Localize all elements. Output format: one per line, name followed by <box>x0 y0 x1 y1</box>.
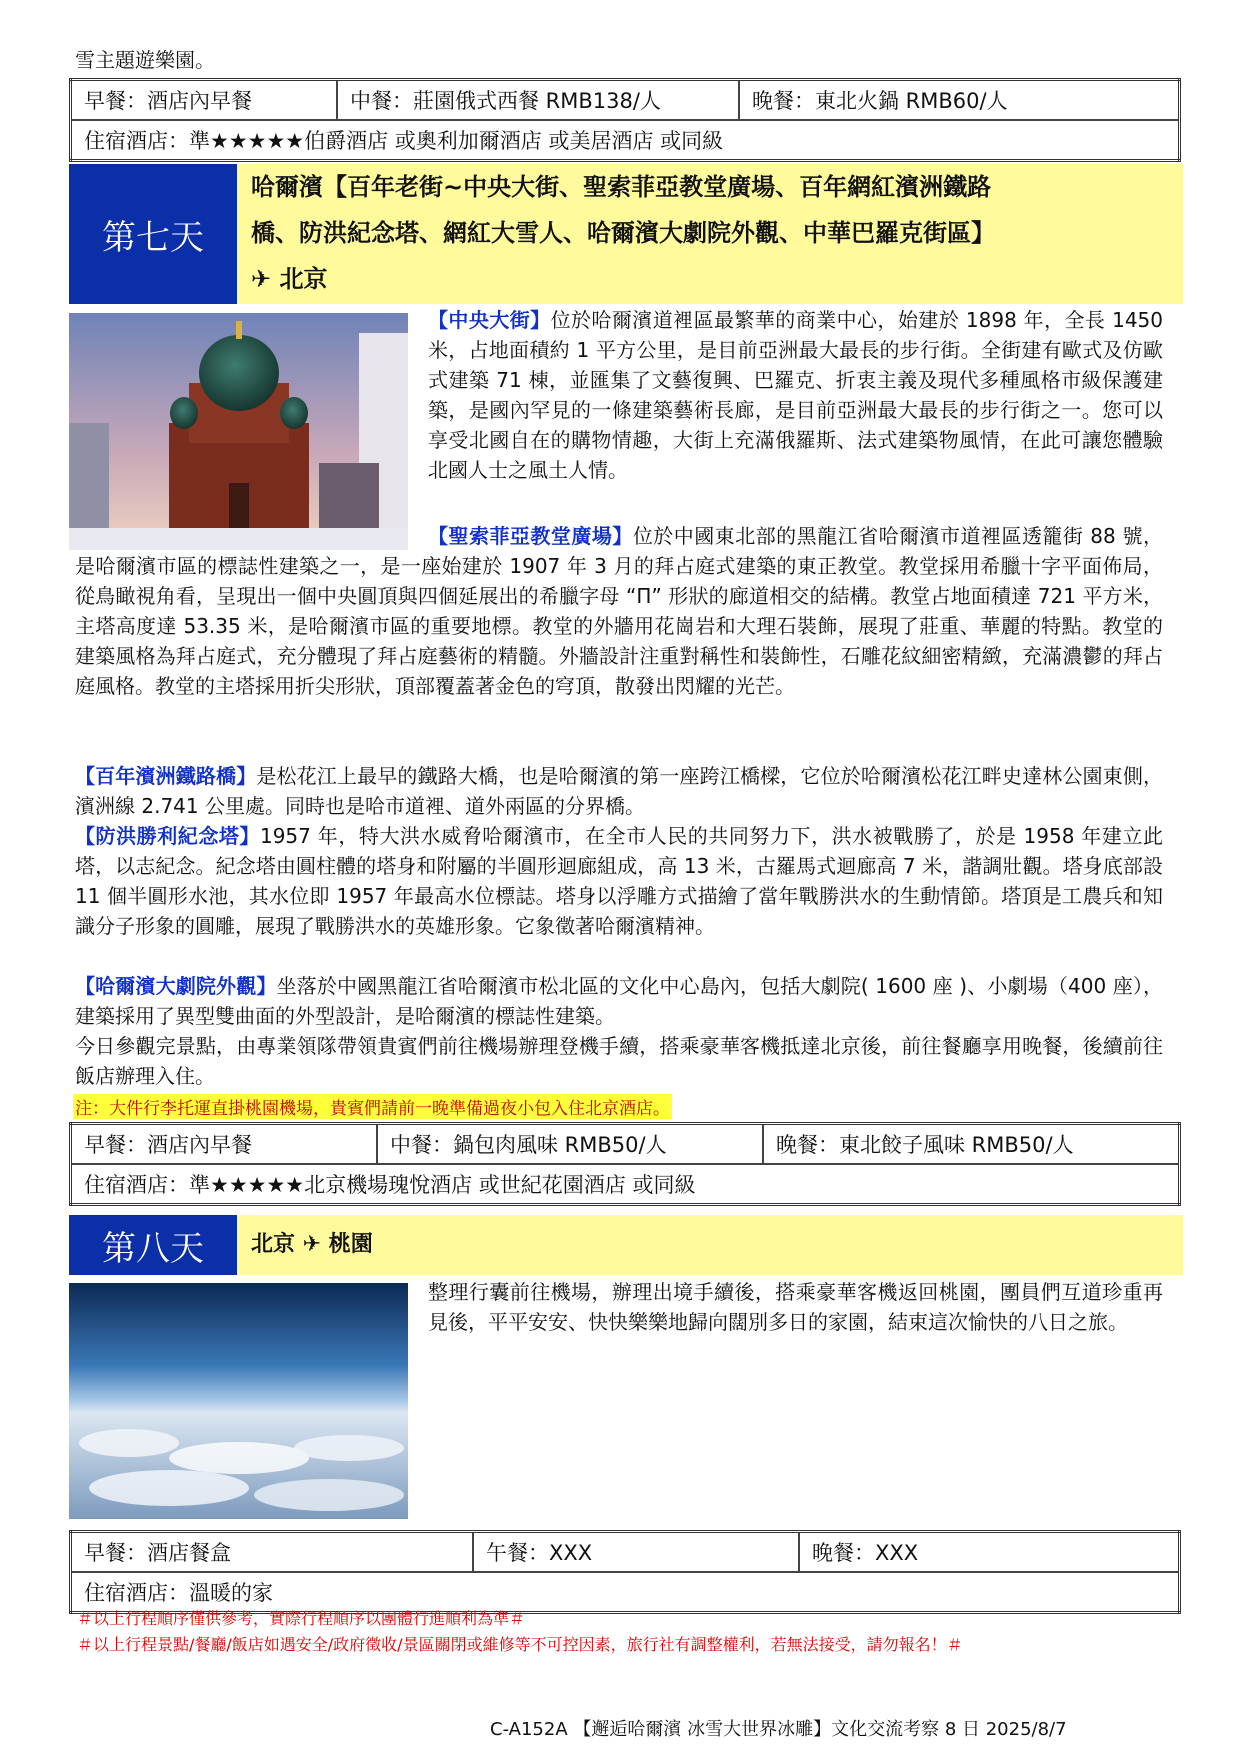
day8-meals-table <box>69 1530 1181 1614</box>
breakfast-cell: 早餐：酒店餐盒 <box>71 1532 474 1573</box>
day7-label: 第七天 <box>69 164 237 304</box>
luggage-note: 注：大件行李托運直掛桃園機場，貴賓們請前一晚準備過夜小包入住北京酒店。 <box>73 1094 672 1119</box>
grand-theatre-text: 坐落於中國黑龍江省哈爾濱市松北區的文化中心島內，包括大劇院( 1600 座 )、小劇場（400 座），建築採用了異型雙曲面的外型設計，是哈爾濱的標誌性建築。 <box>75 974 1164 1028</box>
day7-title <box>237 164 1183 304</box>
dinner-cell: 晚餐：XXX <box>799 1532 1180 1573</box>
railway-bridge-title: 【百年濱洲鐵路橋】 <box>75 764 257 788</box>
remark-2: ＃以上行程景點/餐廳/飯店如遇安全/政府徵收/景區關閉或維修等不可控因素，旅行社有調整權利，若無法接受，請勿報名！＃ <box>77 1635 963 1654</box>
para-central-street <box>428 305 1163 485</box>
breakfast-cell: 早餐：酒店內早餐 <box>71 1124 378 1165</box>
para-day8: 整理行囊前往機場，辦理出境手續後，搭乘豪華客機返回桃園，團員們互道珍重再見後，平平安安、快快樂樂地歸向闊別多日的家園，結束這次愉快的八日之旅。 <box>428 1280 1163 1334</box>
day7-title-line2: 橋、防洪紀念塔、網紅大雪人、哈爾濱大劇院外觀、中華巴羅克街區】 <box>251 219 995 247</box>
day8-label: 第八天 <box>69 1215 237 1275</box>
day7-meals-table <box>69 1122 1181 1206</box>
dinner-cell: 晚餐：東北餃子風味 RMB50/人 <box>763 1124 1180 1165</box>
lunch-cell: 午餐：XXX <box>473 1532 799 1573</box>
para-day7-summary: 今日參觀完景點，由專業領隊帶領貴賓們前往機場辦理登機手續，搭乘豪華客機抵達北京後，前往餐廳享用晚餐，後續前往飯店辦理入住。 <box>75 1034 1163 1088</box>
page-footer: C-A152A 【邂逅哈爾濱 冰雪大世界冰雕】文化交流考察 8 日 2025/8/7 <box>490 1719 1067 1740</box>
central-street-title: 【中央大街】 <box>428 308 551 332</box>
para-flood-tower <box>75 821 1163 941</box>
day6-meals-table <box>69 78 1181 162</box>
flood-tower-text: 1957 年，特大洪水威脅哈爾濱市，在全市人民的共同努力下，洪水被戰勝了，於是 1958 年建立此塔，以志紀念。紀念塔由圓柱體的塔身和附屬的半圓形迴廊組成，高 13 米，古羅馬式迴廊高 7 米，諧調壯觀。塔身底部設 11 個半圓形水池，其水位即 1957 年最高水位標誌。塔身以浮雕方式描繪了當年戰勝洪水的生動情節。塔頂是工農兵和知識分子形象的圓雕，展現了戰勝洪水的英雄形象。它象徵著哈爾濱精神。 <box>75 824 1163 938</box>
dinner-cell: 晚餐：東北火鍋 RMB60/人 <box>739 80 1180 121</box>
st-sophia-title: 【聖索菲亞教堂廣場】 <box>428 524 633 548</box>
st-sophia-cathedral-photo <box>69 313 408 550</box>
day8-title: 北京 ✈ 桃園 <box>237 1215 1183 1275</box>
railway-bridge-text: 是松花江上最早的鐵路大橋，也是哈爾濱的第一座跨江橋樑，它位於哈爾濱松花江畔史達林公園東側，濱洲線 2.741 公里處。同時也是哈市道裡、道外兩區的分界橋。 <box>75 764 1164 818</box>
breakfast-cell: 早餐：酒店內早餐 <box>71 80 338 121</box>
intro-text: 雪主題遊樂園。 <box>75 48 215 72</box>
day7-title-line3: ✈ 北京 <box>251 265 328 293</box>
day7-title-line1: 哈爾濱【百年老街~中央大街、聖索菲亞教堂廣場、百年網紅濱洲鐵路 <box>251 173 992 201</box>
hotel-cell: 住宿酒店：準★★★★★伯爵酒店 或奧利加爾酒店 或美居酒店 或同級 <box>71 120 1180 161</box>
lunch-cell: 中餐：鍋包肉風味 RMB50/人 <box>377 1124 763 1165</box>
hotel-cell: 住宿酒店：溫暖的家 <box>71 1572 1180 1613</box>
para-railway-bridge <box>75 761 1163 821</box>
para-st-sophia <box>75 521 1163 701</box>
central-street-text: 位於哈爾濱道裡區最繁華的商業中心，始建於 1898 年，全長 1450 米，占地面積約 1 平方公里，是目前亞洲最大最長的步行街。全街建有歐式及仿歐式建築 71 棟，並匯集了文藝復興、巴羅克、折衷主義及現代多種風格市級保護建築，是國內罕見的一條建築藝術長廊，是目前亞洲最大最長的步行街之一。您可以享受北國自在的購物情趣，大街上充滿俄羅斯、法式建築物風情，在此可讓您體驗北國人士之風土人情。 <box>428 308 1164 482</box>
lunch-cell: 中餐：莊園俄式西餐 RMB138/人 <box>337 80 739 121</box>
remark-1: ＃以上行程順序僅供參考，實際行程順序以團體行進順利為準＃ <box>77 1609 526 1628</box>
sky-clouds-photo <box>69 1283 408 1519</box>
hotel-cell: 住宿酒店：準★★★★★北京機場瑰悅酒店 或世紀花園酒店 或同級 <box>71 1164 1180 1205</box>
grand-theatre-title: 【哈爾濱大劇院外觀】 <box>75 974 277 998</box>
st-sophia-text: 位於中國東北部的黑龍江省哈爾濱市道裡區透籠街 88 號，是哈爾濱市區的標誌性建築之一，是一座始建於 1907 年 3 月的拜占庭式建築的東正教堂。教堂採用希臘十字平面佈局，從鳥瞰視角看，呈現出一個中央圓頂與四個延展出的希臘字母 “Π” 形狀的廊道相交的結構。教堂占地面積達 721 平方米，主塔高度達 53.35 米，是哈爾濱市區的重要地標。教堂的外牆用花崗岩和大理石裝飾，展現了莊重、華麗的特點。教堂的建築風格為拜占庭式，充分體現了拜占庭藝術的精髓。外牆設計注重對稱性和裝飾性，石雕花紋細密精緻，充滿濃鬱的拜占庭風格。教堂的主塔採用折尖形狀，頂部覆蓋著金色的穹頂，散發出閃耀的光芒。 <box>75 524 1163 698</box>
flood-tower-title: 【防洪勝利紀念塔】 <box>75 824 260 848</box>
para-grand-theatre <box>75 971 1163 1031</box>
